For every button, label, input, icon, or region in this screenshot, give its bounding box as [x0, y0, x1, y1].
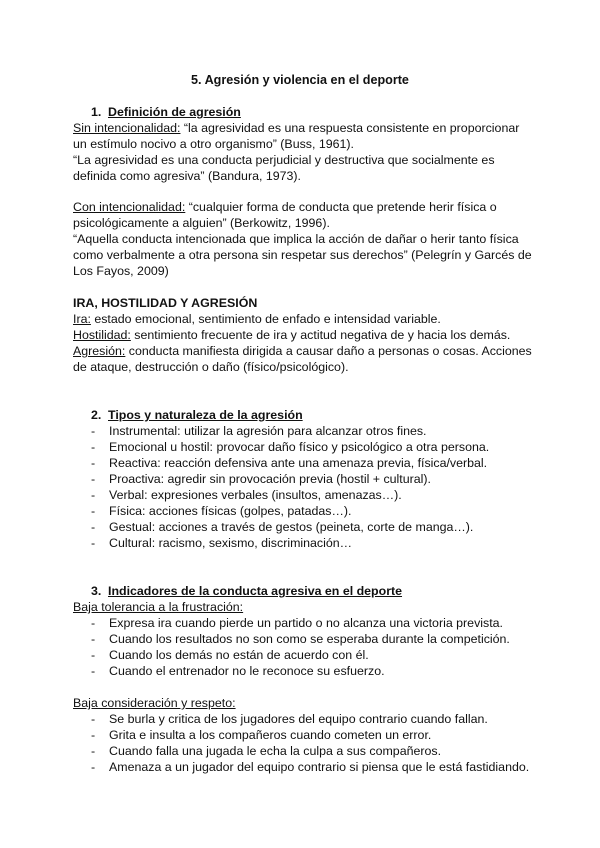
list-item: - Verbal: expresiones verbales (insultos, amenazas…).	[91, 488, 402, 502]
baja-tolerancia-subheading: Baja tolerancia a la frustración:	[73, 600, 244, 614]
hostilidad-label: Hostilidad:	[73, 328, 131, 342]
list-item: - Cultural: racismo, sexismo, discriminación…	[91, 536, 353, 550]
list-item: - Cuando el entrenador no le reconoce su esfuerzo.	[91, 664, 385, 678]
agresion-definition: conducta manifiesta dirigida a causar daño a personas o cosas. Acciones de ataque, destrucción o daño (físico/psicológico).	[73, 344, 532, 374]
list-item: - Física: acciones físicas (golpes, patadas…).	[91, 504, 352, 518]
ira-definition: estado emocional, sentimiento de enfado e intensidad variable.	[90, 312, 441, 326]
section-2-number: 2.	[91, 408, 102, 422]
list-item: - Proactiva: agredir sin provocación previa (hostil + cultural).	[91, 472, 431, 486]
baja-tolerancia-block	[73, 599, 535, 679]
section-1-heading	[91, 104, 241, 120]
section-2-list-container	[73, 423, 535, 551]
list-item: - Gestual: acciones a través de gestos (peineta, corte de manga…).	[91, 520, 474, 534]
definition-con-intencionalidad	[73, 199, 535, 279]
section-2-heading	[91, 407, 303, 423]
tipos-agresion-list	[73, 423, 535, 551]
list-item: - Cuando los resultados no son como se esperaba durante la competición.	[91, 632, 510, 646]
con-intencionalidad-label: Con intencionalidad:	[73, 200, 186, 214]
baja-consideracion-list	[73, 711, 535, 775]
list-item: - Cuando los demás no están de acuerdo con él.	[91, 648, 369, 662]
section-2-title: Tipos y naturaleza de la agresión	[108, 408, 303, 422]
sin-intencionalidad-quote-2: “La agresividad es una conducta perjudicial y destructiva que socialmente es definida como agresiva” (Bandura, 1973).	[73, 153, 495, 183]
ira-hostilidad-heading: IRA, HOSTILIDAD Y AGRESIÓN	[73, 296, 258, 310]
section-3-number: 3.	[91, 584, 102, 598]
list-item: - Reactiva: reacción defensiva ante una amenaza previa, física/verbal.	[91, 456, 488, 470]
section-3-heading	[91, 583, 402, 599]
baja-consideracion-subheading: Baja consideración y respeto:	[73, 696, 236, 710]
document-title: 5. Agresión y violencia en el deporte	[191, 73, 409, 87]
list-item: - Grita e insulta a los compañeros cuando cometen un error.	[91, 728, 432, 742]
list-item: - Amenaza a un jugador del equipo contrario si piensa que le está fastidiando.	[91, 760, 530, 774]
con-intencionalidad-quote-1: “cualquier forma de conducta que pretende herir física o psicológicamente a alguien” (Berkowitz, 1996).	[73, 200, 497, 230]
hostilidad-definition: sentimiento frecuente de ira y actitud negativa de y hacia los demás.	[130, 328, 511, 342]
sin-intencionalidad-label: Sin intencionalidad:	[73, 121, 181, 135]
con-intencionalidad-quote-2: “Aquella conducta intencionada que implica la acción de dañar o herir tanto física como verbalmente a otra persona sin respetar sus derechos” (Pelegrín y Garcés de Los Fayos, 2009)	[73, 232, 532, 278]
definition-sin-intencionalidad	[73, 120, 535, 184]
list-item: - Se burla y critica de los jugadores del equipo contrario cuando fallan.	[91, 712, 488, 726]
section-1-number: 1.	[91, 105, 102, 119]
section-3-title: Indicadores de la conducta agresiva en el deporte	[108, 584, 403, 598]
baja-consideracion-block	[73, 695, 535, 775]
list-item: - Emocional u hostil: provocar daño físico y psicológico a otra persona.	[91, 440, 490, 454]
list-item: - Instrumental: utilizar la agresión para alcanzar otros fines.	[91, 424, 427, 438]
agresion-label: Agresión:	[73, 344, 126, 358]
baja-tolerancia-list	[73, 615, 535, 679]
list-item: - Expresa ira cuando pierde un partido o no alcanza una victoria prevista.	[91, 616, 503, 630]
section-1-title: Definición de agresión	[108, 105, 241, 119]
ira-hostilidad-section	[73, 295, 535, 375]
list-item: - Cuando falla una jugada le echa la culpa a sus compañeros.	[91, 744, 442, 758]
sin-intencionalidad-quote-1: “la agresividad es una respuesta consistente en proporcionar un estímulo nocivo a otro organismo” (Buss, 1961).	[73, 121, 520, 151]
ira-label: Ira:	[73, 312, 91, 326]
